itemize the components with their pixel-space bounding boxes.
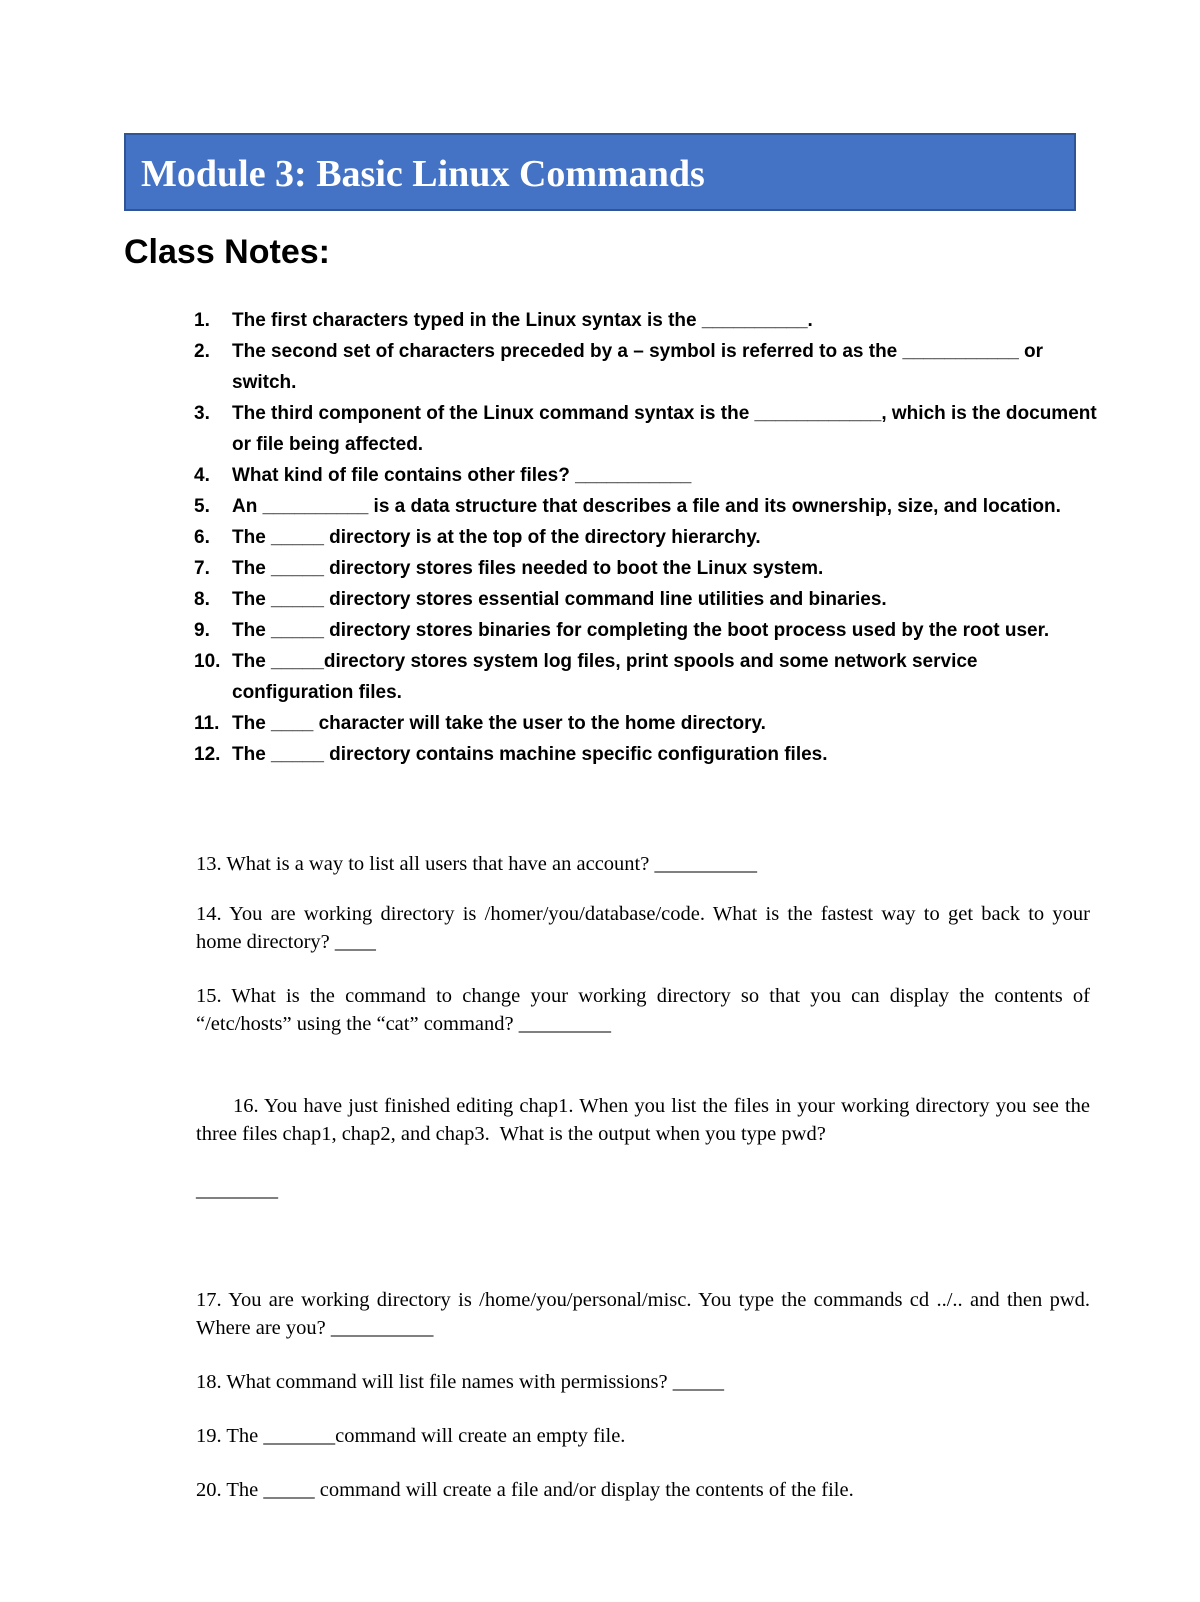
question: 15. What is the command to change your working directory so that you can display the contents of “/etc/hosts” using the “cat” command? _________	[196, 985, 1096, 1035]
list-item	[194, 646, 1104, 708]
item-text: The _____ directory stores essential command line utilities and binaries.	[232, 589, 887, 610]
question: 20. The _____ command will create a file and/or display the contents of the file.	[196, 1479, 854, 1501]
list-item	[194, 460, 1104, 491]
item-text: The _____ directory is at the top of the directory hierarchy.	[232, 527, 761, 548]
question: 13. What is a way to list all users that have an account? __________	[196, 853, 757, 875]
item-number: 2.	[194, 341, 210, 362]
item-number: 12.	[194, 744, 221, 765]
list-item	[194, 305, 1104, 336]
item-text: The _____ directory stores files needed to boot the Linux system.	[232, 558, 824, 579]
section-heading: Class Notes:	[124, 233, 330, 271]
item-number: 4.	[194, 465, 210, 486]
list-item	[194, 708, 1104, 739]
item-number: 6.	[194, 527, 210, 548]
list-item	[194, 522, 1104, 553]
item-text: The ____ character will take the user to the home directory.	[232, 713, 766, 734]
list-item	[194, 584, 1104, 615]
page-title: Module 3: Basic Linux Commands	[141, 153, 705, 195]
item-text: An __________ is a data structure that describes a file and its ownership, size, and location.	[232, 496, 1061, 517]
item-text: The third component of the Linux command syntax is the ____________, which is the document or file being affected.	[232, 403, 1097, 455]
list-item	[194, 398, 1104, 460]
item-number: 11.	[194, 713, 220, 734]
question: 19. The _______command will create an empty file.	[196, 1425, 626, 1447]
item-number: 5.	[194, 496, 210, 517]
question: 14. You are working directory is /homer/you/database/code. What is the fastest way to get back to your home directory? ____	[196, 903, 1096, 953]
item-number: 10.	[194, 651, 221, 672]
item-number: 8.	[194, 589, 210, 610]
list-item	[194, 491, 1104, 522]
list-item	[194, 739, 1104, 770]
question: 17. You are working directory is /home/you/personal/misc. You type the commands cd ../.. and then pwd. Where are you? __________	[196, 1289, 1095, 1339]
item-text: The _____ directory stores binaries for completing the boot process used by the root user.	[232, 620, 1050, 641]
class-notes-list	[194, 305, 1104, 770]
question	[196, 1064, 1096, 1260]
questions-section	[196, 850, 1096, 1530]
item-text: The first characters typed in the Linux syntax is the __________.	[232, 310, 813, 331]
item-number: 3.	[194, 403, 210, 424]
item-text: The _____directory stores system log files, print spools and some network service configuration files.	[232, 651, 978, 703]
question: 18. What command will list file names with permissions? _____	[196, 1371, 724, 1393]
question-text: 16. You have just finished editing chap1. When you list the files in your working directory you see the three files chap1, chap2, and chap3. What is the output when you type pwd?	[196, 1095, 1096, 1145]
list-item	[194, 553, 1104, 584]
item-text: What kind of file contains other files? ___________	[232, 465, 692, 486]
item-number: 7.	[194, 558, 210, 579]
list-item	[194, 615, 1104, 646]
title-banner	[124, 133, 1076, 211]
item-number: 9.	[194, 620, 210, 641]
item-number: 1.	[194, 310, 210, 331]
answer-blank: ________	[196, 1179, 278, 1201]
item-text: The second set of characters preceded by a – symbol is referred to as the ___________ or switch.	[232, 341, 1044, 393]
item-text: The _____ directory contains machine specific configuration files.	[232, 744, 828, 765]
list-item	[194, 336, 1104, 398]
